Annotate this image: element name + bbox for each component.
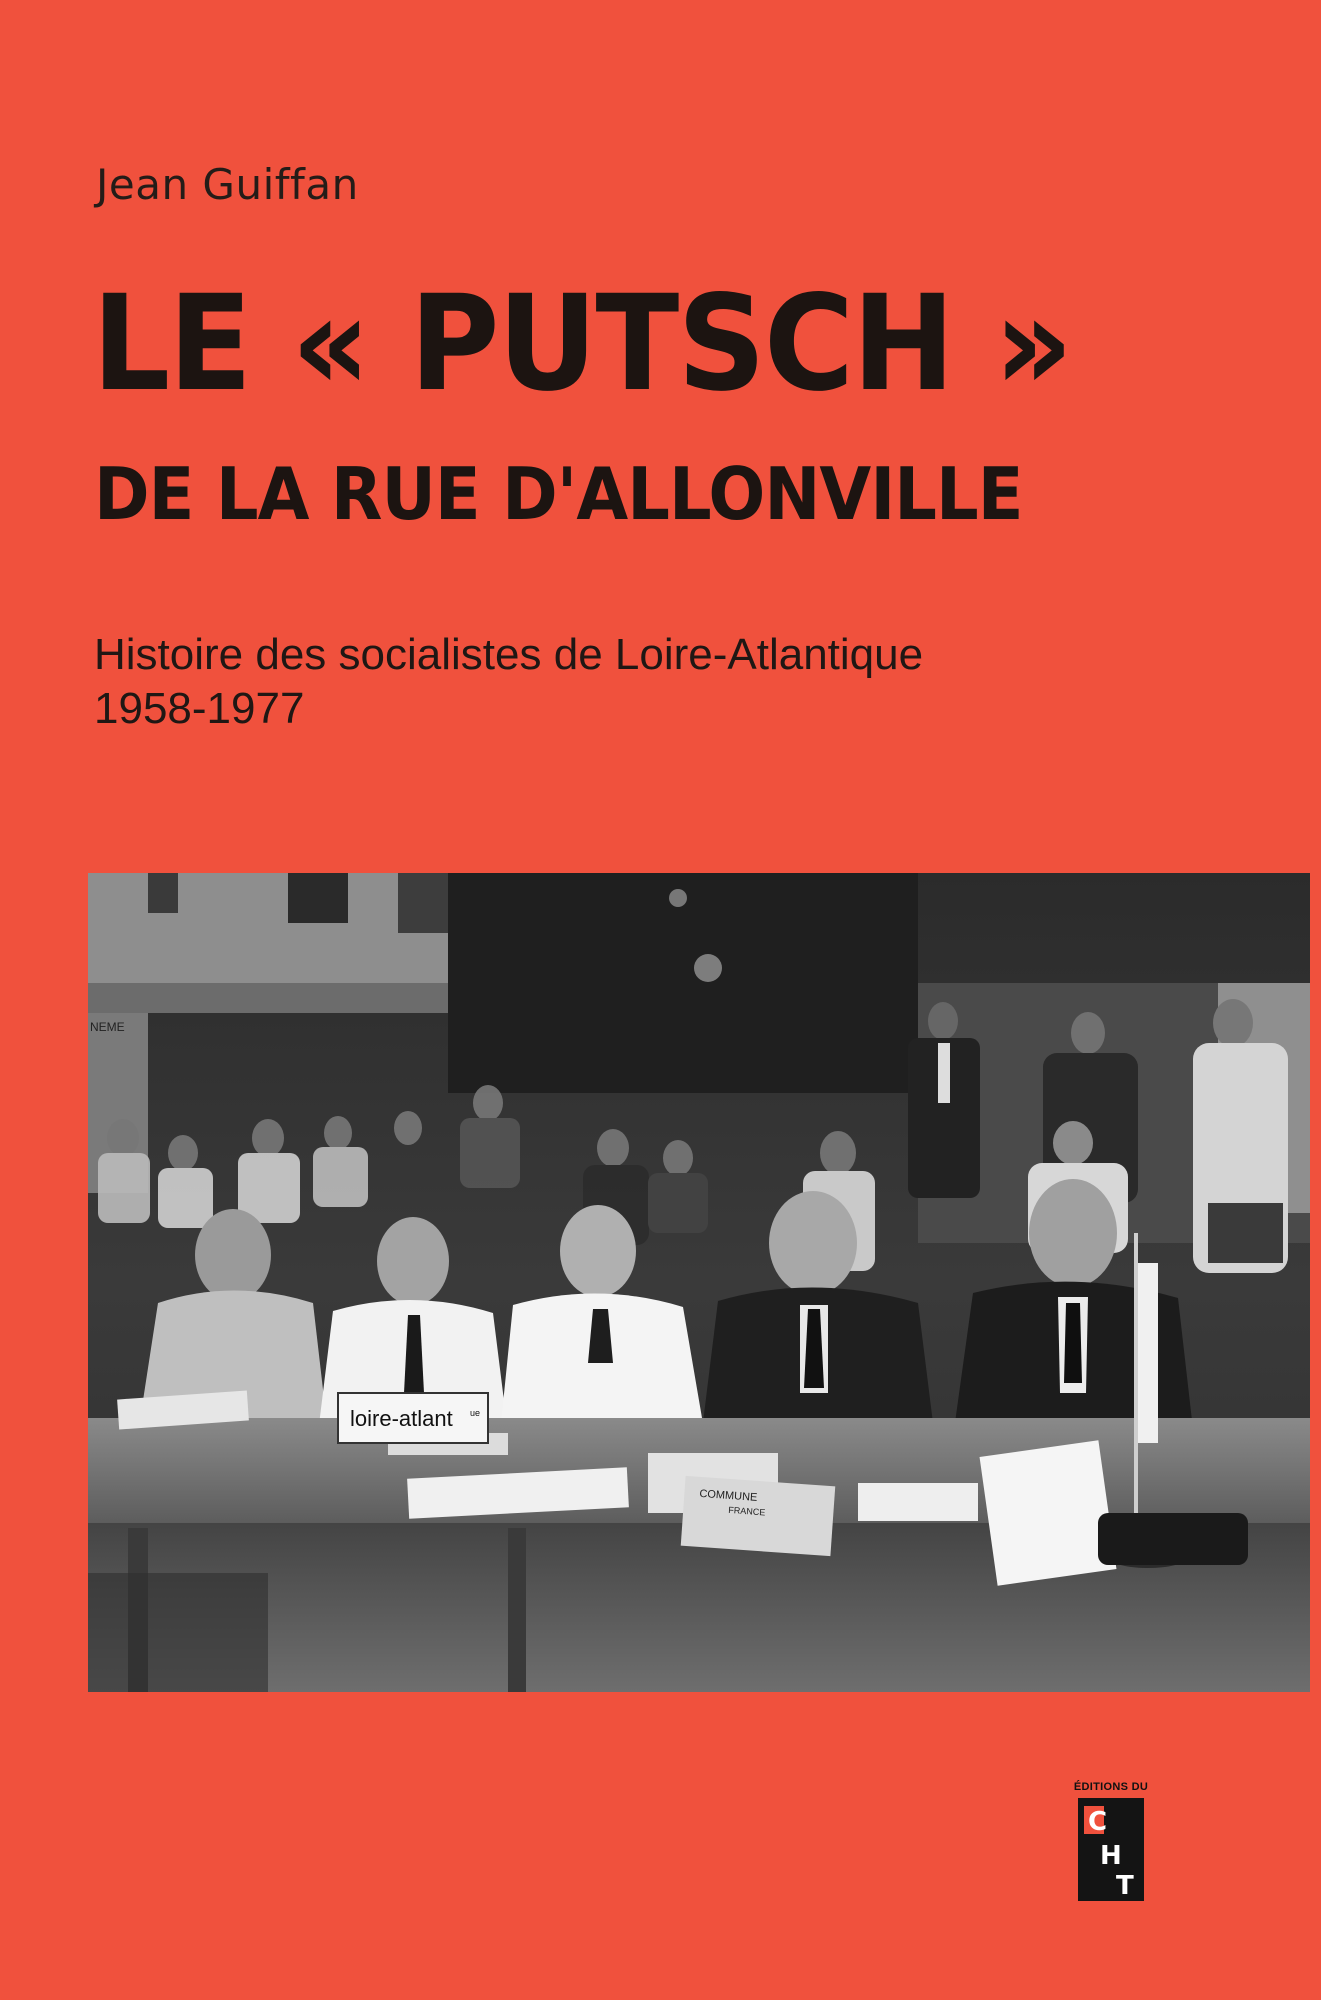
- wall-sign: NEME: [90, 1020, 125, 1034]
- newspaper-title: COMMUNE: [698, 1487, 758, 1504]
- logo-letter-c: C: [1088, 1807, 1108, 1837]
- logo-letter-t: T: [1116, 1871, 1134, 1901]
- author-name: Jean Guiffan: [96, 160, 359, 209]
- photo-illustration: [88, 873, 1310, 1692]
- cover-photograph: [88, 873, 1310, 1692]
- subtitle: [94, 628, 923, 735]
- subtitle-line: Histoire des socialistes de Loire-Atlantique: [94, 630, 924, 679]
- nameplate-text: loire-atlant: [350, 1406, 453, 1431]
- cht-logo: [1078, 1798, 1144, 1901]
- logo-letter-h: H: [1100, 1841, 1122, 1871]
- publisher-mark: [1066, 1781, 1156, 1911]
- cht-logo-icon: [1078, 1798, 1144, 1901]
- publisher-label: ÉDITIONS DU: [1073, 1781, 1149, 1793]
- title-main: LE « PUTSCH »: [92, 267, 1072, 421]
- newspaper-subtitle: FRANCE: [728, 1504, 766, 1518]
- subtitle-years: 1958-1977: [94, 683, 305, 733]
- title-secondary: DE LA RUE D'ALLONVILLE: [94, 452, 1023, 536]
- nameplate-suffix: ue: [470, 1408, 481, 1418]
